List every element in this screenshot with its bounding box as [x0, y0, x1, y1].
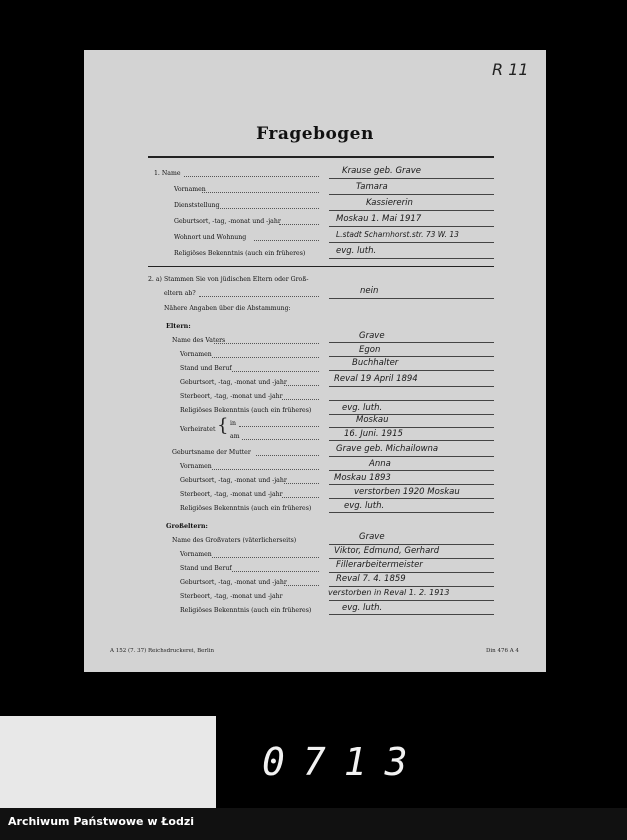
dots [184, 176, 319, 177]
answer-line [329, 586, 494, 587]
parent-label-1: Vornamen [180, 351, 212, 358]
dots [242, 439, 319, 440]
answer-line [329, 470, 494, 471]
answer-line [329, 600, 494, 601]
parent-value-3: Reval 19 April 1894 [334, 374, 418, 384]
married-label: Verheiratet [180, 426, 216, 433]
frame-counter: 0713 [262, 740, 426, 784]
answer-line [329, 386, 494, 387]
parent-label-5: Religiöses Bekenntnis (auch ein früheres) [180, 407, 312, 414]
answer-line [329, 298, 494, 299]
answer-line [329, 498, 494, 499]
gp-label-1: Vornamen [180, 551, 212, 558]
gp-label-2: Stand und Beruf [180, 565, 232, 572]
s2-answer: nein [360, 286, 379, 296]
footer-printer: A 152 (7. 37) Reichsdruckerei, Berlin [110, 648, 215, 654]
s1-label-0: 1. Name [154, 170, 181, 177]
mother-label-3: Sterbeort, -tag, -monat und -jahr [180, 491, 283, 498]
answer-line [329, 558, 494, 559]
gp-value-2: Fillerarbeitermeister [336, 560, 423, 570]
dots [284, 483, 319, 484]
parent-value-0: Grave [359, 331, 385, 341]
s1-label-5: Religiöses Bekenntnis (auch ein früheres) [174, 250, 306, 257]
dots [284, 385, 319, 386]
married-in-label: in [230, 420, 236, 427]
dots [282, 399, 319, 400]
section-rule [148, 266, 494, 267]
s1-value-2: Kassiererin [366, 198, 413, 208]
archive-name: Archiwum Państwowe w Łodzi [8, 815, 195, 828]
parent-value-2: Buchhalter [352, 358, 399, 368]
dots [214, 343, 319, 344]
mother-value-3: verstorben 1920 Moskau [354, 487, 460, 497]
parent-label-3: Geburtsort, -tag, -monat und -jahr [180, 379, 287, 386]
s2-question-line2: eltern ab? [164, 290, 196, 297]
answer-line [329, 400, 494, 401]
answer-line [329, 440, 494, 441]
parent-value-5: evg. luth. [342, 403, 383, 413]
s1-value-1: Tamara [356, 182, 388, 192]
dots [212, 557, 319, 558]
answer-line [329, 427, 494, 428]
s1-value-4: L.stadt Scharnhorst.str. 73 W. 13 [336, 230, 459, 239]
parent-label-2: Stand und Beruf [180, 365, 232, 372]
dots [232, 571, 319, 572]
answer-line [329, 342, 494, 343]
film-margin [0, 716, 216, 808]
parent-value-1: Egon [359, 345, 381, 355]
mother-label-4: Religiöses Bekenntnis (auch ein früheres) [180, 505, 312, 512]
dots [202, 192, 319, 193]
form-page [84, 50, 546, 672]
answer-line [329, 614, 494, 615]
page-mark: R 11 [492, 60, 529, 79]
dots [212, 469, 319, 470]
mother-value-1: Anna [369, 459, 391, 469]
dots [239, 426, 319, 427]
s1-label-3: Geburtsort, -tag, -monat und -jahr [174, 218, 281, 225]
s1-label-2: Dienststellung [174, 202, 220, 209]
gp-value-4: verstorben in Reval 1. 2. 1913 [328, 588, 450, 597]
answer-line [329, 226, 494, 227]
married-in-value: Moskau [356, 415, 389, 425]
mother-value-0: Grave geb. Michailowna [336, 444, 439, 454]
gp-label-5: Religiöses Bekenntnis (auch ein früheres) [180, 607, 312, 614]
answer-line [329, 356, 494, 357]
mother-label-0: Geburtsname der Mutter [172, 449, 251, 456]
answer-line [329, 178, 494, 179]
answer-line [329, 456, 494, 457]
answer-line [329, 242, 494, 243]
s2-sub-question: Nähere Angaben über die Abstammung: [164, 305, 291, 312]
dots [256, 455, 319, 456]
s1-value-3: Moskau 1. Mai 1917 [336, 214, 422, 224]
parent-label-0: Name des Vaters [172, 337, 226, 344]
married-am-value: 16. Juni. 1915 [344, 429, 403, 439]
dots [199, 296, 319, 297]
gp-label-4: Sterbeort, -tag, -monat und -jahr [180, 593, 283, 600]
answer-line [329, 544, 494, 545]
answer-line [329, 210, 494, 211]
parents-heading: Eltern: [166, 322, 191, 330]
mother-label-2: Geburtsort, -tag, -monat und -jahr [180, 477, 287, 484]
dots [232, 371, 319, 372]
dots [254, 240, 319, 241]
footer-din: Din 476 A 4 [486, 648, 519, 654]
answer-line [329, 572, 494, 573]
answer-line [329, 370, 494, 371]
answer-line [329, 258, 494, 259]
s1-label-4: Wohnort und Wohnung [174, 234, 247, 241]
mother-value-4: evg. luth. [344, 501, 385, 511]
dots [284, 585, 319, 586]
answer-line [329, 194, 494, 195]
mother-value-2: Moskau 1893 [334, 473, 391, 483]
brace: { [217, 415, 229, 436]
parent-label-4: Sterbeort, -tag, -monat und -jahr [180, 393, 283, 400]
gp-value-3: Reval 7. 4. 1859 [336, 574, 406, 584]
mother-label-1: Vornamen [180, 463, 212, 470]
answer-line [329, 512, 494, 513]
s1-value-5: evg. luth. [336, 246, 377, 256]
gp-label-3: Geburtsort, -tag, -monat und -jahr [180, 579, 287, 586]
gp-value-5: evg. luth. [342, 603, 383, 613]
gp-label-0: Name des Großvaters (väterlicherseits) [172, 537, 297, 544]
dots [218, 208, 319, 209]
grandparents-heading: Großeltern: [166, 522, 208, 530]
gp-value-1: Viktor, Edmund, Gerhard [334, 546, 440, 556]
answer-line [329, 414, 494, 415]
s1-label-1: Vornamen [174, 186, 206, 193]
dots [279, 224, 319, 225]
s2-question-line1: 2. a) Stammen Sie von jüdischen Eltern oder Groß- [148, 276, 309, 283]
title-rule [148, 156, 494, 158]
dots [282, 497, 319, 498]
dots [212, 357, 319, 358]
married-am-label: am [230, 433, 240, 440]
s1-value-0: Krause geb. Grave [342, 166, 421, 176]
answer-line [329, 484, 494, 485]
gp-value-0: Grave [359, 532, 385, 542]
form-title: Fragebogen [256, 124, 374, 144]
